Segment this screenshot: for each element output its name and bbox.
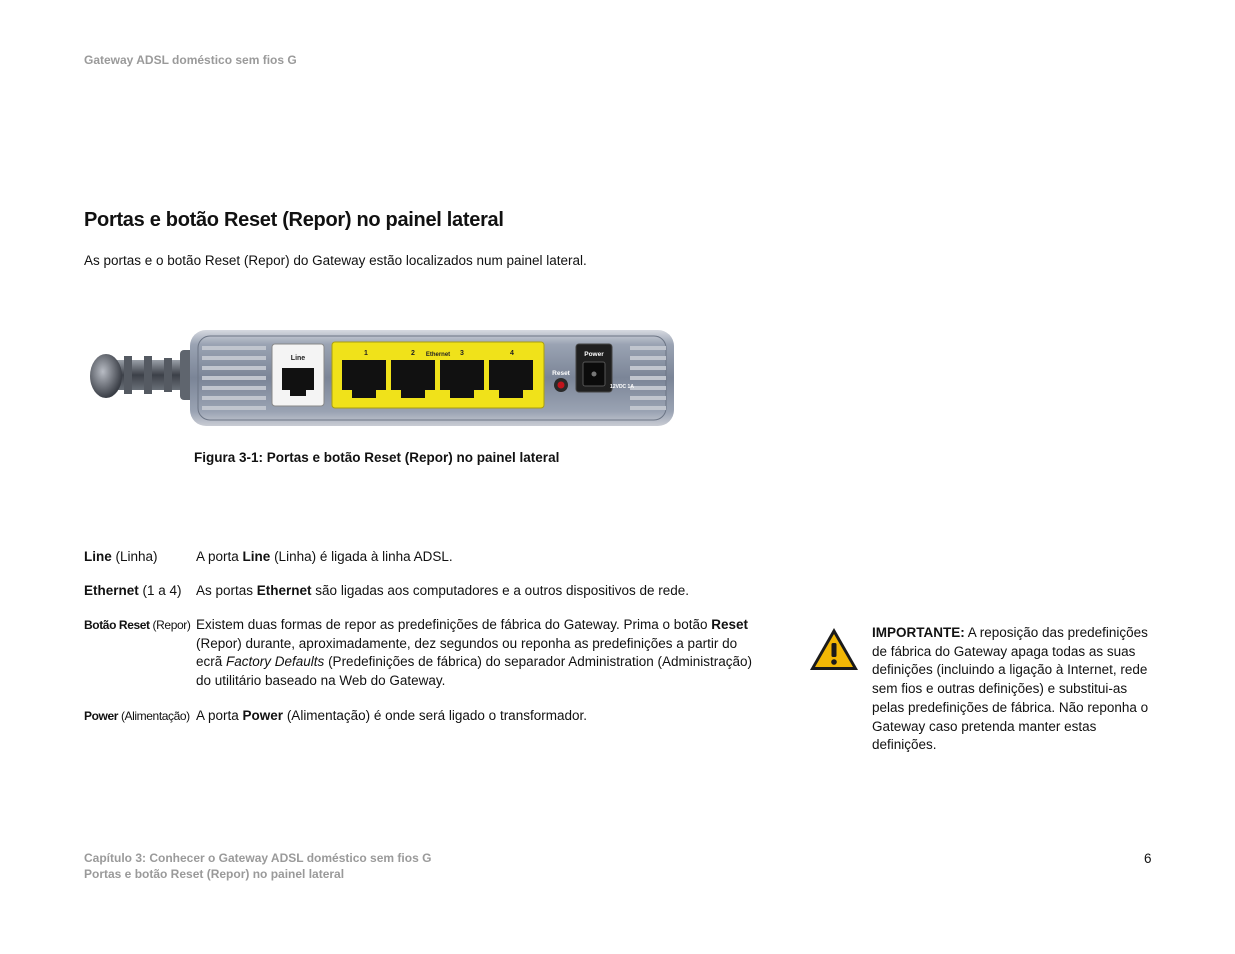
ethernet-port3-label: 3 [460, 350, 464, 357]
ethernet-ports-graphic [332, 342, 544, 408]
power-label: Power [584, 351, 604, 358]
ethernet-port1-label: 1 [364, 350, 368, 357]
important-note [872, 624, 1157, 755]
antenna-graphic [90, 350, 198, 400]
figure-caption: Figura 3-1: Portas e botão Reset (Repor) no painel lateral [194, 450, 560, 465]
definition-text-run: A porta [196, 549, 243, 564]
definition-text-run: Power [242, 708, 284, 723]
definition-text-run: (Repor) durante, aproximadamente, dez segundos ou reponha as predefinições a partir do ecrã [196, 635, 738, 670]
ethernet-label: Ethernet [425, 352, 451, 358]
section-intro: As portas e o botão Reset (Repor) do Gateway estão localizados num painel lateral. [84, 253, 587, 268]
definition-text-run: Line [242, 549, 271, 564]
line-port-graphic [272, 344, 324, 406]
definition-text-run: A porta [196, 708, 243, 723]
line-port-label: Line [290, 355, 306, 362]
definition-text-run: são ligadas aos computadores e a outros dispositivos de rede. [311, 583, 690, 598]
ethernet-port4-label: 4 [510, 350, 514, 357]
footer-section: Portas e botão Reset (Repor) no painel lateral [84, 867, 345, 881]
reset-label: Reset [552, 370, 570, 377]
footer-chapter: Capítulo 3: Conhecer o Gateway ADSL doméstico sem fios G [84, 851, 432, 865]
important-label: IMPORTANTE: [872, 625, 965, 640]
definition-text-run: Ethernet [256, 583, 312, 598]
definition-text-run: Existem duas formas de repor as predefinições de fábrica do Gateway. Prima o botão [196, 617, 712, 632]
definition-text-run: Factory Defaults [226, 654, 325, 670]
definition-description [196, 548, 766, 567]
important-text: A reposição das predefinições de fábrica do Gateway apaga todas as suas definições (incluindo a ligação à Internet, rede sem fios e outras definições) e substitui-as pelas predefinições de fábrica. Não reponha o Gateway caso pretenda manter estas definições. [872, 625, 1149, 753]
power-spec-label: 12VDC 1A [610, 384, 634, 390]
definition-description [196, 707, 766, 726]
section-title: Portas e botão Reset (Repor) no painel lateral [84, 209, 504, 231]
definition-term: Power (Alimentação) [84, 709, 190, 723]
definition-text-run: (Linha) é ligada à linha ADSL. [270, 549, 453, 564]
page-number: 6 [1144, 851, 1152, 866]
definition-text-run: (Predefinições de fábrica) do separador Administration (Administração) do utilitário baseado na Web do Gateway. [196, 654, 753, 689]
warning-icon [808, 626, 860, 672]
definition-description [196, 582, 766, 601]
ethernet-port2-label: 2 [411, 350, 415, 357]
definition-term: Botão Reset (Repor) [84, 618, 191, 632]
definition-text-run: (Alimentação) é onde será ligado o transformador. [283, 708, 587, 723]
definition-text-run: As portas [196, 583, 257, 598]
definition-term: Ethernet (1 a 4) [84, 583, 182, 598]
definition-term: Line (Linha) [84, 549, 158, 564]
running-header: Gateway ADSL doméstico sem fios G [84, 53, 297, 67]
definition-text-run: Reset [711, 617, 749, 632]
definition-description [196, 616, 766, 691]
router-side-panel-figure [84, 322, 678, 434]
